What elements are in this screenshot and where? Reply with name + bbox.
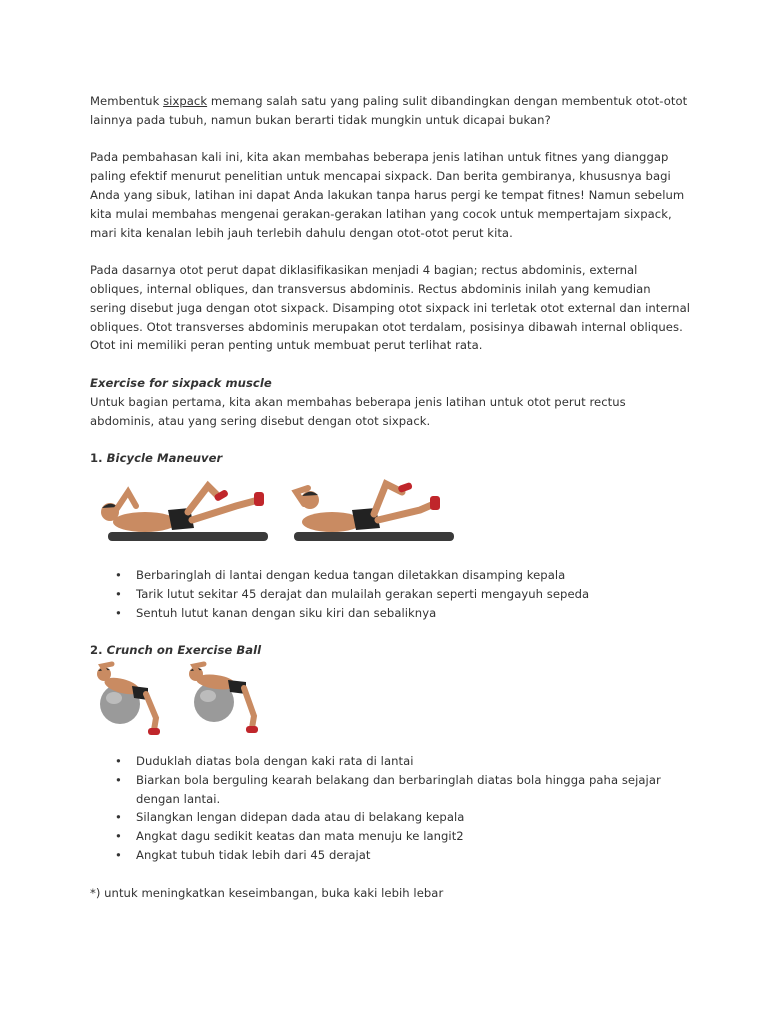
crunch-ball-image-2 [176,660,268,740]
intro-text-before: Membentuk [90,94,164,108]
list-item [90,808,690,827]
bullet-icon: • [115,567,122,582]
sixpack-link[interactable]: sixpack [163,94,208,108]
step-text: Silangkan lengan didepan dada atau di belakang kepala [136,810,465,825]
exercise-2-title: Crunch on Exercise Ball [106,643,262,658]
list-item [90,566,690,585]
exercise-2-images [90,660,690,740]
bullet-icon: • [115,810,122,825]
step-text: Biarkan bola berguling kearah belakang dan berbaringlah diatas bola hingga paha sejajar dengan lantai. [136,772,661,806]
bullet-icon: • [115,829,122,844]
list-item [90,752,690,771]
bullet-icon: • [115,772,122,787]
exercise-2-heading [90,641,690,660]
section-intro: Untuk bagian pertama, kita akan membahas beberapa jenis latihan untuk otot perut rectus abdominis, atau yang sering disebut dengan otot sixpack. [90,394,626,428]
crunch-ball-image-1 [90,660,172,740]
list-item [90,604,690,623]
exercise-2-steps [90,752,690,865]
section-heading: Exercise for sixpack muscle [90,375,272,390]
exercise-1-title: Bicycle Maneuver [106,451,223,466]
paragraph-2: Pada pembahasan kali ini, kita akan membahas beberapa jenis latihan untuk fitnes yang dianggap paling efektif menurut penelitian untuk mencapai sixpack. Dan berita gembiranya, khususnya bagi Anda yang sibuk, latihan ini dapat Anda lakukan tanpa harus pergi ke tempat fitnes! Namun sebelum kita mulai membahas mengenai gerakan-gerakan latihan yang cocok untuk mempertajam sixpack, mari kita kenalan lebih jauh terlebih dahulu dengan otot-otot perut kita. [90,150,685,240]
bullet-icon: • [115,847,122,862]
intro-text-after: memang salah satu yang paling sulit dibandingkan dengan membentuk otot-otot lainnya pada tubuh, namun bukan berarti tidak mungkin untuk dicapai bukan? [90,94,688,127]
step-text: Sentuh lutut kanan dengan siku kiri dan sebaliknya [136,605,437,620]
exercise-1-steps [90,566,690,622]
intro-paragraph [90,92,690,130]
bicycle-maneuver-image-1 [90,470,270,548]
bullet-icon: • [115,605,122,620]
step-text: Berbaringlah di lantai dengan kedua tangan diletakkan disamping kepala [136,567,566,582]
exercise-1-number: 1. [90,451,107,466]
step-text: Angkat tubuh tidak lebih dari 45 derajat [136,847,371,862]
footnote: *) untuk meningkatkan keseimbangan, buka kaki lebih lebar [90,885,444,900]
step-text: Duduklah diatas bola dengan kaki rata di lantai [136,753,414,768]
exercise-1-heading [90,449,690,468]
exercise-1-images [90,468,690,548]
list-item [90,827,690,846]
bullet-icon: • [115,753,122,768]
step-text: Angkat dagu sedikit keatas dan mata menuju ke langit2 [136,829,464,844]
exercise-2-number: 2. [90,643,107,658]
paragraph-3: Pada dasarnya otot perut dapat diklasifikasikan menjadi 4 bagian; rectus abdominis, external obliques, internal obliques, dan transversus abdominis. Rectus abdominis inilah yang kemudian sering disebut juga dengan otot sixpack. Disamping otot sixpack ini terletak otot external dan internal obliques. Otot transverses abdominis merupakan otot terdalam, posisinya dibawah internal obliques. Otot ini memiliki peran penting untuk membuat perut terlihat rata. [90,263,691,353]
list-item [90,771,690,809]
list-item [90,846,690,865]
step-text: Tarik lutut sekitar 45 derajat dan mulailah gerakan seperti mengayuh sepeda [136,586,590,601]
article [90,92,690,902]
bicycle-maneuver-image-2 [282,470,462,548]
bullet-icon: • [115,586,122,601]
list-item [90,585,690,604]
